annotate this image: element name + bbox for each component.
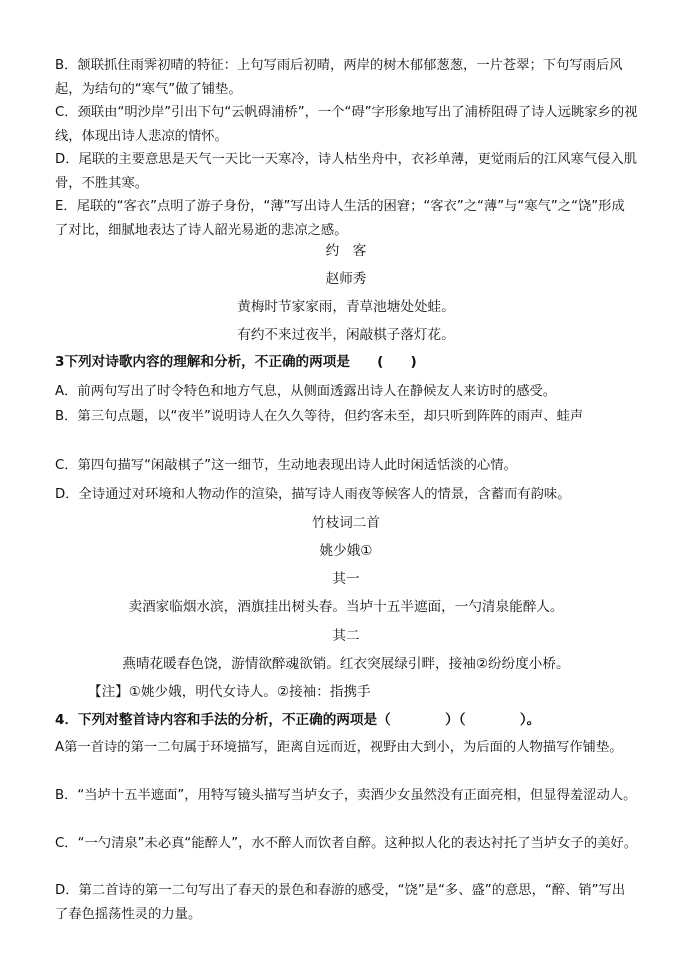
poem2-title: 竹枝词二首: [312, 515, 380, 531]
q2-option-e: E．尾联的“客衣”点明了游子身份，“薄”写出诗人生活的困窘；“客衣”之“薄”与“寒气”之“饶”形成了对比，细腻地表达了诗人韶光易逝的悲凉之感。: [55, 199, 625, 238]
poem1-line-1: 黄梅时节家家雨，青草池塘处处蛙。: [237, 299, 455, 315]
q2-option-c: C．颈联由“明沙岸”引出下句“云帆碍浦桥”，一个“碍”字形象地写出了浦桥阻碍了诗人远眺家乡的视线，体现出诗人悲凉的情怀。: [55, 105, 638, 144]
poem2-part2-text: 燕晴花暖春色饶，游情欲醉魂欲销。红衣突展绿引畔，接袖②纷纷度小桥。: [122, 656, 570, 672]
poem2-author: 姚少娥①: [319, 543, 373, 559]
q2-option-d: D．尾联的主要意思是天气一天比一天寒冷，诗人枯坐舟中，衣衫单薄，更觉雨后的江风寒气侵入肌骨，不胜其寒。: [55, 152, 638, 191]
poem2-part1-label: 其一: [332, 571, 360, 587]
q3-option-d: D．全诗通过对环境和人物动作的渲染，描写诗人雨夜等候客人的情景，含蓄而有韵味。: [55, 487, 571, 502]
poem1-author: 赵师秀: [325, 271, 367, 287]
q3-option-a: A．前两句写出了时令特色和地方气息，从侧面透露出诗人在静候友人来访时的感受。: [55, 384, 557, 399]
poem2-part1-text: 卖酒家临烟水滨，酒旗挂出树头春。当垆十五半遮面，一勺清泉能醉人。: [128, 599, 564, 615]
q3-option-b: B．第三句点题，以“夜半”说明诗人在久久等待，但约客未至，却只听到阵阵的雨声、蛙声: [55, 409, 584, 424]
q3-stem: 3下列对诗歌内容的理解和分析，不正确的两项是 ( ): [55, 354, 417, 370]
q4-option-b: B．“当垆十五半遮面”，用特写镜头描写当垆女子，卖酒少女虽然没有正面亮相，但显得羞涩动人。: [55, 788, 637, 803]
q4-stem: 4．下列对整首诗内容和手法的分析，不正确的两项是（ ）（ ）。: [55, 712, 541, 728]
q4-option-d: D．第二首诗的第一二句写出了春天的景色和春游的感受，“饶”是“多、盛”的意思，“醉、销”写出了春色摇荡性灵的力量。: [55, 883, 626, 922]
poem1-title: 约 客: [325, 243, 367, 259]
q4-option-a: A第一首诗的第一二句属于环境描写，距离自远而近，视野由大到小，为后面的人物描写作铺垫。: [55, 740, 623, 755]
poem2-part2-label: 其二: [332, 628, 360, 644]
q3-option-c: C．第四句描写“闲敲棋子”这一细节，生动地表现出诗人此时闲适恬淡的心情。: [55, 458, 517, 473]
poem1-line-2: 有约不来过夜半，闲敲棋子落灯花。: [237, 327, 455, 343]
poem2-note: 【注】①姚少娥，明代女诗人。②接袖：指携手: [88, 684, 371, 700]
q2-option-b: B．颔联抓住雨霁初晴的特征：上句写雨后初晴，两岸的树木郁郁葱葱，一片苍翠；下句写雨后风起，为结句的“寒气”做了铺垫。: [55, 58, 623, 97]
q4-option-c: C．“一勺清泉”未必真“能醉人”，水不醉人而饮者自醉。这种拟人化的表达衬托了当垆女子的美好。: [55, 836, 638, 851]
